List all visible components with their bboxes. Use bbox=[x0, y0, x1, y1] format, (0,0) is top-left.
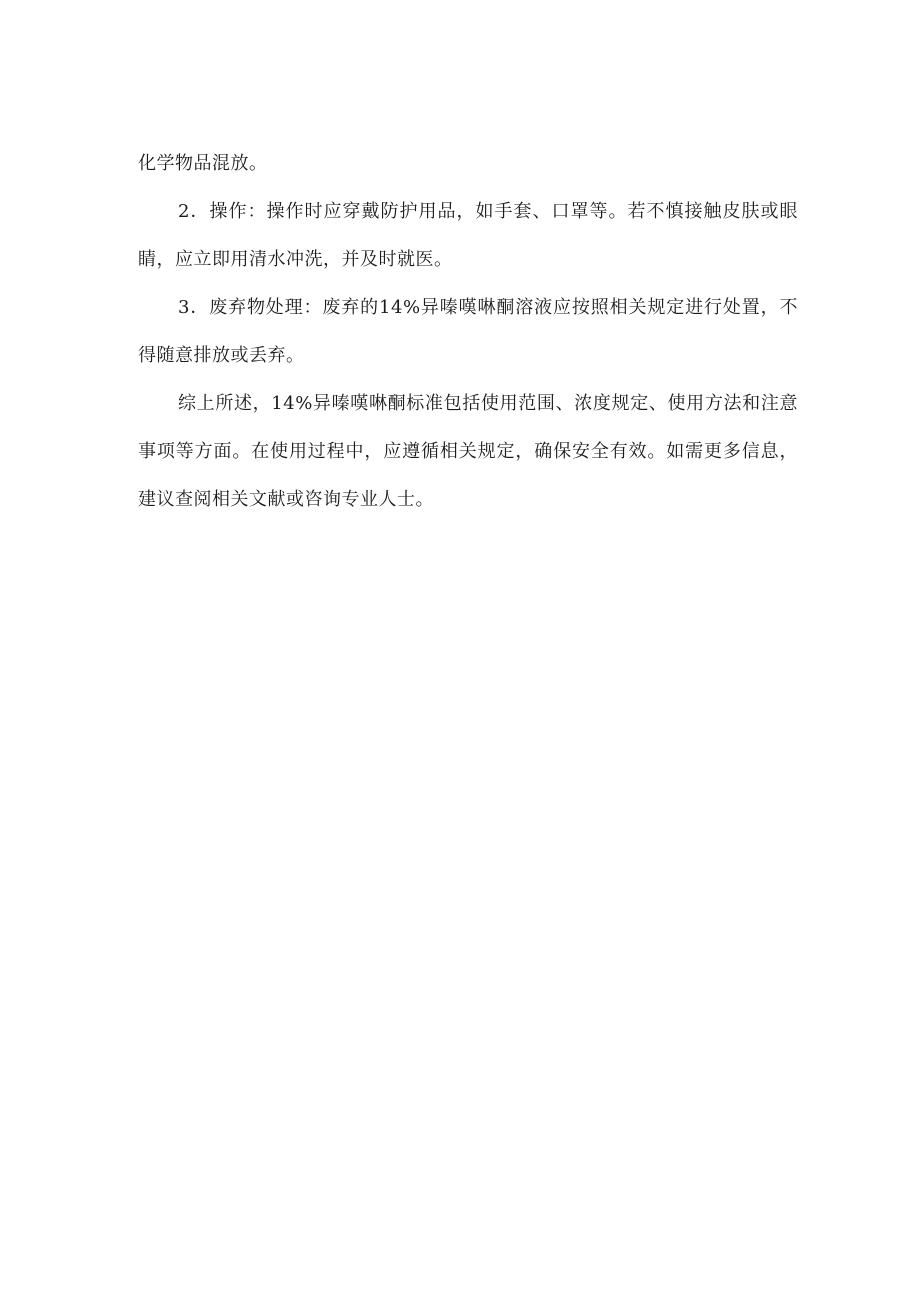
paragraph-operation: 2．操作：操作时应穿戴防护用品，如手套、口罩等。若不慎接触皮肤或眼睛，应立即用清水冲洗，并及时就医。 bbox=[138, 201, 798, 270]
paragraph-waste-disposal: 3．废弃物处理：废弃的14%异嗪嘆啉酮溶液应按照相关规定进行处置，不得随意排放或丢弃。 bbox=[138, 297, 798, 366]
document-body bbox=[138, 140, 798, 524]
paragraph-continuation: 化学物品混放。 bbox=[138, 153, 268, 174]
paragraph-summary: 综上所述，14%异嗪嘆啉酮标准包括使用范围、浓度规定、使用方法和注意事项等方面。在使用过程中，应遵循相关规定，确保安全有效。如需更多信息，建议查阅相关文献或咨询专业人士。 bbox=[138, 393, 798, 510]
